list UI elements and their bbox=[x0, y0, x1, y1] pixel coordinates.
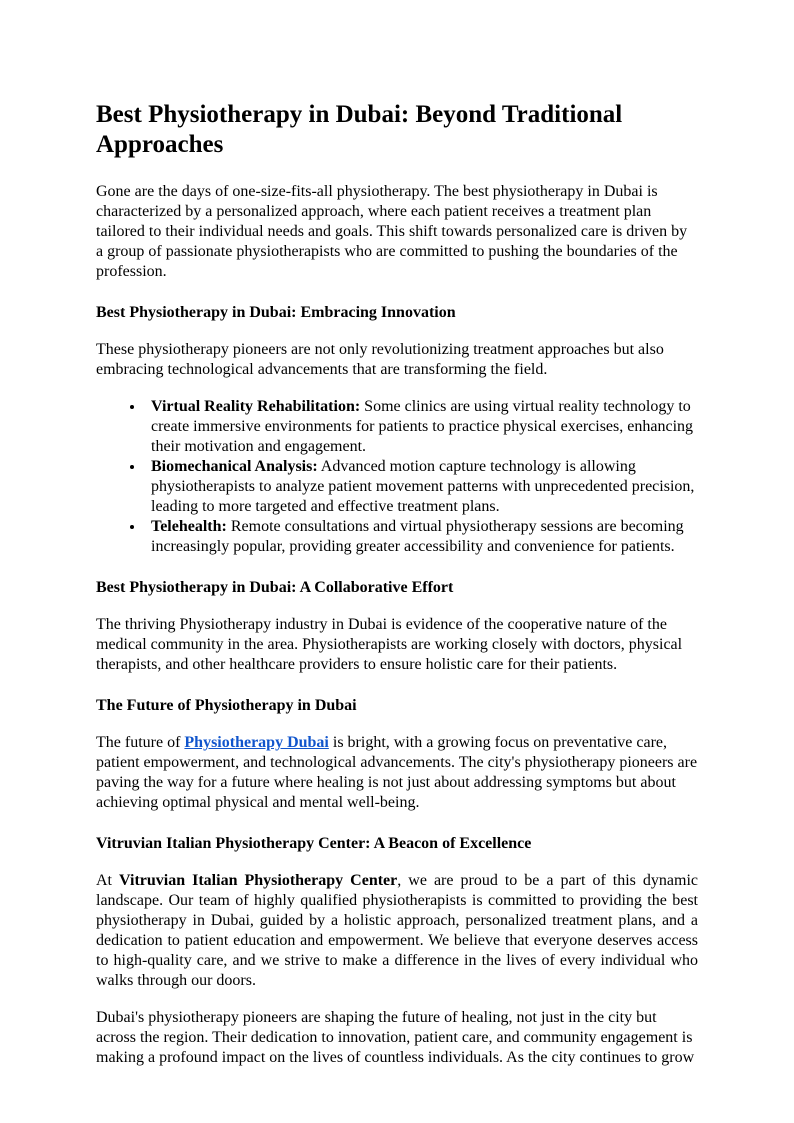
vitruvian-text-after-bold: , we are proud to be a part of this dynamic landscape. Our team of highly qualified physiotherapists is committed to providing the best physiotherapy in Dubai, guided by a holistic approach, personalized treatment plans, and a dedication to patient education and empowerment. We believe that everyone deserves access to high-quality care, and we strive to make a difference in the lives of every individual who walks through our doors. bbox=[96, 872, 699, 989]
section-heading-vitruvian: Vitruvian Italian Physiotherapy Center: A Beacon of Excellence bbox=[96, 835, 532, 852]
bullet-text: Remote consultations and virtual physiotherapy sessions are becoming increasingly popular, providing greater accessibility and convenience for patients. bbox=[151, 518, 684, 555]
bullet-text: Advanced motion capture technology is allowing physiotherapists to analyze patient movement patterns with unprecedented precision, leading to more targeted and effective treatment plans. bbox=[151, 458, 695, 515]
future-text-after-link: is bright, with a growing focus on preventative care, patient empowerment, and technological advancements. The city's physiotherapy pioneers are paving the way for a future where healing is not just about addressing symptoms but about achieving optimal physical and mental well-being. bbox=[96, 734, 698, 811]
future-text-before-link: The future of bbox=[96, 734, 185, 751]
bullet-item-biomechanical bbox=[145, 457, 698, 517]
bullet-label: Virtual Reality Rehabilitation: bbox=[151, 398, 361, 415]
innovation-bullet-list bbox=[96, 397, 698, 557]
document-title: Best Physiotherapy in Dubai: Beyond Traditional Approaches bbox=[96, 101, 623, 158]
vitruvian-center-name: Vitruvian Italian Physiotherapy Center bbox=[119, 872, 398, 889]
bullet-item-telehealth bbox=[145, 517, 698, 557]
section-heading-innovation: Best Physiotherapy in Dubai: Embracing Innovation bbox=[96, 304, 456, 321]
bullet-label: Biomechanical Analysis: bbox=[151, 458, 318, 475]
vitruvian-paragraph bbox=[96, 871, 698, 991]
section-heading-future: The Future of Physiotherapy in Dubai bbox=[96, 697, 357, 714]
collaborative-paragraph: The thriving Physiotherapy industry in Dubai is evidence of the cooperative nature of the medical community in the area. Physiotherapists are working closely with doctors, physical therapists, and other healthcare providers to ensure holistic care for their patients. bbox=[96, 616, 683, 673]
bullet-label: Telehealth: bbox=[151, 518, 227, 535]
innovation-lead-paragraph: These physiotherapy pioneers are not only revolutionizing treatment approaches but also embracing technological advancements that are transforming the field. bbox=[96, 341, 664, 378]
closing-paragraph: Dubai's physiotherapy pioneers are shaping the future of healing, not just in the city but across the region. Their dedication to innovation, patient care, and community engagement is making a profound impact on the lives of countless individuals. As the city continues to grow bbox=[96, 1009, 695, 1066]
bullet-text: Some clinics are using virtual reality technology to create immersive environments for patients to practice physical exercises, enhancing their motivation and engagement. bbox=[151, 398, 694, 455]
vitruvian-text-before-bold: At bbox=[96, 872, 120, 889]
section-heading-collaborative: Best Physiotherapy in Dubai: A Collaborative Effort bbox=[96, 579, 454, 596]
intro-paragraph: Gone are the days of one-size-fits-all physiotherapy. The best physiotherapy in Dubai is characterized by a personalized approach, where each patient receives a treatment plan tailored to their individual needs and goals. This shift towards personalized care is driven by a group of passionate physiotherapists who are committed to pushing the boundaries of the profession. bbox=[96, 183, 688, 280]
future-paragraph bbox=[96, 733, 698, 813]
bullet-item-virtual-reality bbox=[145, 397, 698, 457]
physiotherapy-dubai-link[interactable]: Physiotherapy Dubai bbox=[184, 734, 329, 751]
